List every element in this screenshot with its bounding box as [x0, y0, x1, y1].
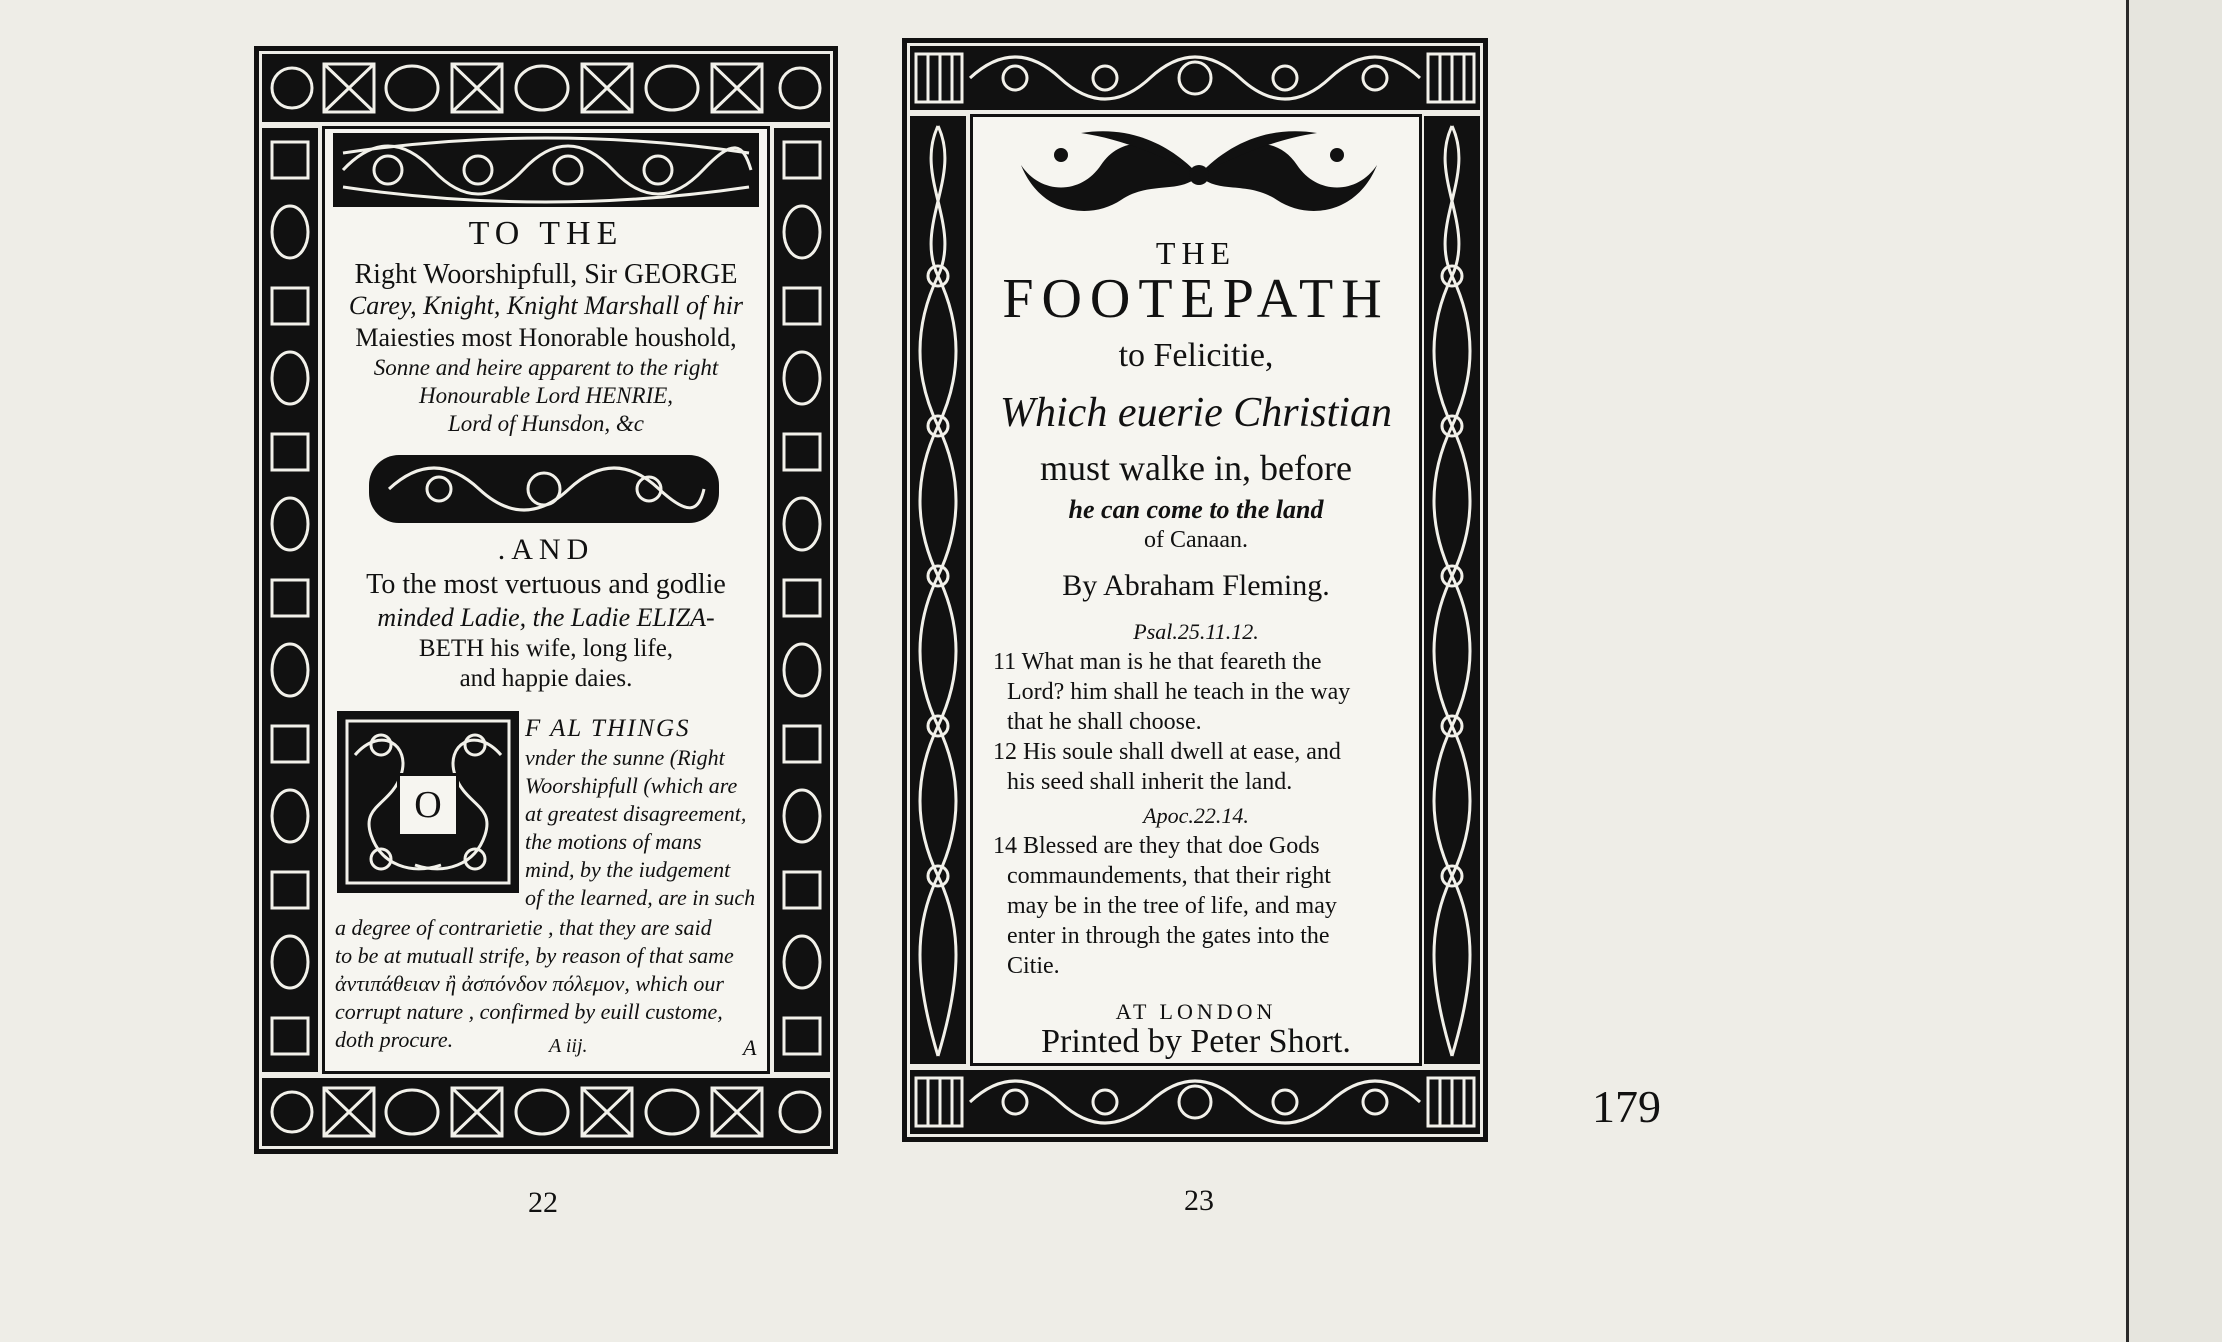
dedication-line-3: Maiesties most Honorable houshold,	[355, 323, 737, 352]
subtitle-line-2: must walke in, before	[1040, 448, 1352, 488]
right-page-plate	[902, 38, 1488, 1142]
verse1-line-3: that he shall choose.	[1007, 709, 1202, 735]
dedication-line-1: Right Woorshipfull, Sir GEORGE	[354, 259, 738, 290]
author-line: By Abraham Fleming.	[1062, 569, 1330, 602]
second-dedication-line-1: To the most vertuous and godlie	[366, 569, 726, 600]
dedication-line-5: Honourable Lord HENRIE,	[418, 383, 674, 408]
subtitle-line-4: of Canaan.	[1144, 527, 1248, 553]
dedication-line-2: Carey, Knight, Knight Marshall of hir	[348, 291, 744, 320]
right-page-number: 23	[1184, 1184, 1214, 1217]
left-side-ornament-band	[262, 128, 318, 1072]
verse2-line-3: may be in the tree of life, and may	[1007, 893, 1337, 919]
title-headpiece-ornament	[1011, 125, 1387, 225]
drop-cap-letter-box	[397, 773, 459, 837]
signature-mark: A iij.	[549, 1035, 588, 1057]
body-full-line-2: to be at mutuall strife, by reason of that same	[335, 943, 734, 968]
dedication-line-6: Lord of Hunsdon, &c	[448, 411, 644, 436]
right-right-side-ornament-band	[1424, 116, 1480, 1064]
title-the: THE	[1155, 235, 1237, 271]
second-dedication-line-4: and happie daies.	[459, 665, 633, 692]
body-full-line-3: ἀντιπάθειαν ἢ ἀσπόνδον πόλεμον, which our	[335, 971, 724, 996]
right-top-ornament-band	[910, 46, 1480, 110]
right-bottom-ornament-band	[910, 1070, 1480, 1134]
second-dedication-line-3: BETH his wife, long life,	[418, 635, 674, 662]
drop-cap-letter: O	[414, 784, 442, 826]
imprint-place: AT LONDON	[1115, 999, 1277, 1024]
left-headpiece-ornament	[333, 133, 759, 207]
subtitle-line-1: Which euerie Christian	[1000, 390, 1392, 436]
verse1-line-2: Lord? him shall he teach in the way	[1007, 679, 1351, 705]
dedication-line-4: Sonne and heire apparent to the right	[373, 355, 719, 380]
verse2-reference: Apoc.22.14.	[1143, 803, 1249, 828]
body-side-line-6: mind, by the iudgement	[525, 857, 731, 882]
body-full-line-5: doth procure.	[335, 1027, 454, 1052]
title-sub: to Felicitie,	[1118, 337, 1274, 374]
body-side-line-4: at greatest disagreement,	[525, 801, 747, 826]
verse1-line-5: his seed shall inherit the land.	[1007, 769, 1293, 795]
body-side-line-7: of the learned, are in such	[525, 885, 756, 910]
body-full-line-1: a degree of contrarietie , that they are said	[335, 915, 712, 940]
verse2-line-2: commaundements, that their right	[1007, 863, 1331, 889]
left-page-text-area	[322, 126, 770, 1074]
book-folio-number: 179	[1592, 1081, 1661, 1132]
verse2-line-5: Citie.	[1007, 953, 1060, 979]
right-left-side-ornament-band	[910, 116, 966, 1064]
body-side-line-3: Woorshipfull (which are	[525, 773, 738, 798]
left-page-plate	[254, 46, 838, 1154]
left-page-number: 22	[528, 1186, 558, 1219]
title-main: FOOTEPATH	[1002, 268, 1390, 330]
body-full-line-4: corrupt nature , confirmed by euill custome,	[335, 999, 723, 1024]
verse1-line-1: 11 What man is he that feareth the	[993, 649, 1322, 675]
body-side-line-1: F AL THINGS	[525, 715, 691, 742]
catchword: A	[743, 1035, 757, 1060]
body-side-line-2: vnder the sunne (Right	[525, 745, 725, 770]
imprint-printer: Printed by Peter Short.	[1041, 1023, 1351, 1060]
verse1-line-4: 12 His soule shall dwell at ease, and	[993, 739, 1341, 765]
verse2-line-1: 14 Blessed are they that doe Gods	[993, 833, 1320, 859]
left-bottom-ornament-band	[262, 1078, 830, 1146]
title-page-text-area	[970, 114, 1422, 1066]
left-top-ornament-band	[262, 54, 830, 122]
verse1-reference: Psal.25.11.12.	[1133, 619, 1259, 644]
right-side-ornament-band	[774, 128, 830, 1072]
facing-page-edge	[2129, 0, 2222, 1342]
second-dedication-line-2: minded Ladie, the Ladie ELIZA-	[377, 603, 715, 632]
subtitle-line-3: he can come to the land	[1068, 495, 1324, 524]
verse2-line-4: enter in through the gates into the	[1007, 923, 1330, 949]
drop-cap-ornament	[337, 711, 519, 893]
body-side-line-5: the motions of mans	[525, 829, 702, 854]
left-heading: TO THE	[468, 215, 624, 252]
left-middle-ornament	[369, 455, 719, 523]
and-heading: .AND	[497, 533, 595, 566]
